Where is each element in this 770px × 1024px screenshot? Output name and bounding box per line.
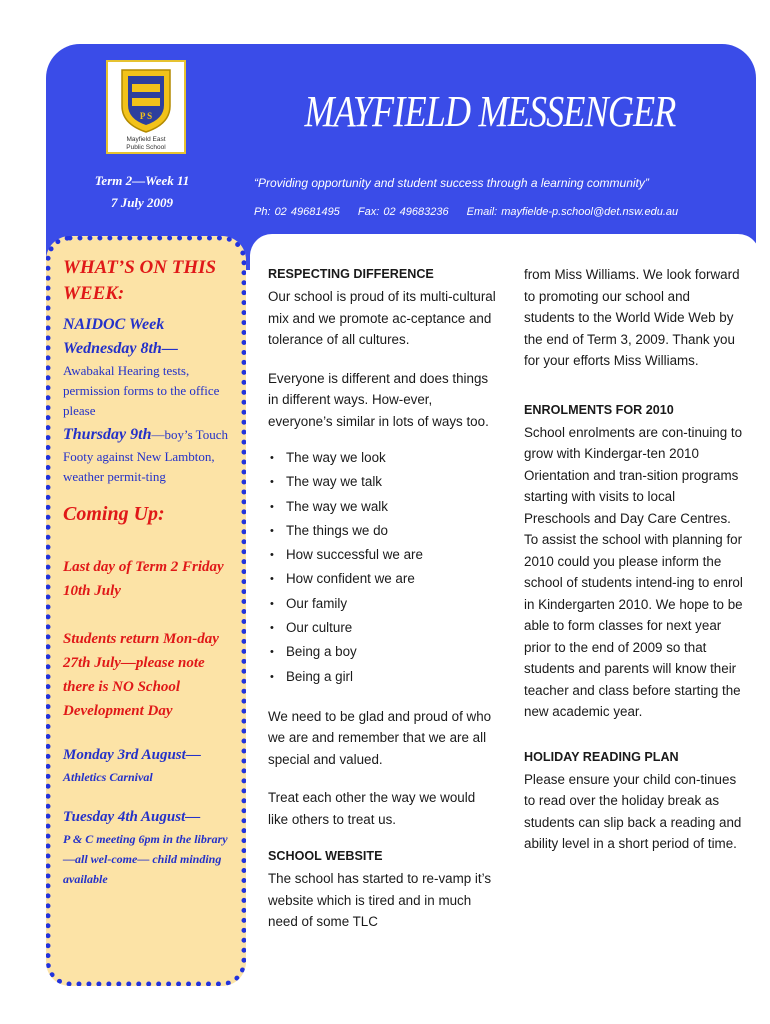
website-p2: from Miss Williams. We look forward to promoting our school and students to the World Wide Web by the end of Term 3, 2009. Thank you for your efforts Miss Williams. — [524, 267, 740, 368]
coming-up-heading: Coming Up: — [63, 503, 165, 525]
list-item: • The things we do — [268, 519, 496, 543]
students-return: Students return Mon-day 27th July—please note there is NO School Development Day — [63, 631, 219, 719]
fax-number: Fax: 02 49683236 — [357, 206, 449, 218]
right-column — [524, 264, 744, 855]
list-item: • Being a girl — [268, 665, 496, 689]
svg-text:P S: P S — [139, 111, 153, 121]
list-item: • How confident we are — [268, 567, 496, 591]
school-motto: “Providing opportunity and student success through a learning community” — [254, 176, 649, 190]
wednesday-text: Awabakal Hearing tests, permission forms to the office please — [63, 363, 220, 418]
list-item: • How successful we are — [268, 543, 496, 567]
whats-on-sidebar — [46, 236, 246, 986]
holiday-heading: HOLIDAY READING PLAN — [524, 749, 679, 764]
monday-title: Monday 3rd August— — [63, 747, 201, 763]
email-address: Email: mayfielde-p.school@det.nsw.edu.au — [466, 206, 679, 218]
respecting-p1: Our school is proud of its multi-cultural mix and we promote ac-ceptance and tolerance of all cultures. — [268, 289, 496, 347]
contact-details — [254, 206, 754, 218]
difference-list — [268, 446, 496, 689]
wednesday-title: Wednesday 8th— — [63, 340, 178, 357]
logo-caption-1: Mayfield East — [126, 136, 166, 143]
holiday-p1: Please ensure your child con-tinues to read over the holiday break as students can slip back a reading and ability level in a short period of time. — [524, 771, 742, 851]
list-item: • The way we walk — [268, 495, 496, 519]
issue-date-text: 7 July 2009 — [110, 195, 174, 210]
respecting-heading: RESPECTING DIFFERENCE — [268, 267, 434, 281]
school-crest-icon — [108, 62, 184, 152]
enrolments-p1: School enrolments are con-tinuing to grow with Kindergar-ten 2010 Orientation and tran-sition programs starting with visits to local Preschools and Day Care Centres. To assist the school with planning for 2010 could you please inform the school of students intend-ing to enrol in Kindergarten 2010. We hope to be able to form classes for next year prior to the end of 2009 so that students and parents will know their teacher and class before starting the new academic year. — [524, 424, 743, 719]
middle-column — [268, 264, 496, 933]
respecting-p2: Everyone is different and does things in different ways. How-ever, everyone’s similar in lots of ways too. — [268, 370, 489, 429]
newsletter-title: MAYFIELD MESSENGER — [304, 87, 676, 136]
term-week: Term 2—Week 11 — [94, 173, 190, 188]
respecting-p3: We need to be glad and proud of who we are and remember that we are all special and valued. — [268, 708, 492, 767]
issue-date — [60, 170, 224, 214]
last-day-term: Last day of Term 2 Friday 10th July — [63, 559, 224, 599]
thursday-title: Thursday 9th — [63, 426, 152, 443]
enrolments-heading: ENROLMENTS FOR 2010 — [524, 402, 674, 417]
respecting-p4: Treat each other the way we would like others to treat us. — [268, 790, 476, 827]
thursday-text: —boy’s Touch Footy against New Lambton, weather permit-ting — [63, 427, 228, 484]
list-item: • Being a boy — [268, 640, 496, 664]
list-item: • The way we talk — [268, 470, 496, 494]
list-item: • The way we look — [268, 446, 496, 470]
list-item: • Our culture — [268, 616, 496, 640]
tuesday-text: P & C meeting 6pm in the library—all wel-come— child minding available — [63, 832, 228, 886]
school-logo — [106, 60, 186, 154]
website-heading: SCHOOL WEBSITE — [268, 849, 383, 864]
tuesday-title: Tuesday 4th August— — [63, 809, 201, 825]
sidebar-heading: WHAT’S ON THIS WEEK: — [63, 257, 217, 304]
thursday-event — [63, 423, 233, 487]
naidoc-week: NAIDOC Week — [63, 316, 165, 333]
phone-number: Ph: 02 49681495 — [254, 206, 340, 218]
monday-text: Athletics Carnival — [63, 770, 153, 784]
website-p1: The school has started to re-vamp it’s website which is tired and in much need of some TLC — [268, 871, 492, 930]
logo-caption-2: Public School — [126, 144, 166, 151]
list-item: • Our family — [268, 592, 496, 616]
